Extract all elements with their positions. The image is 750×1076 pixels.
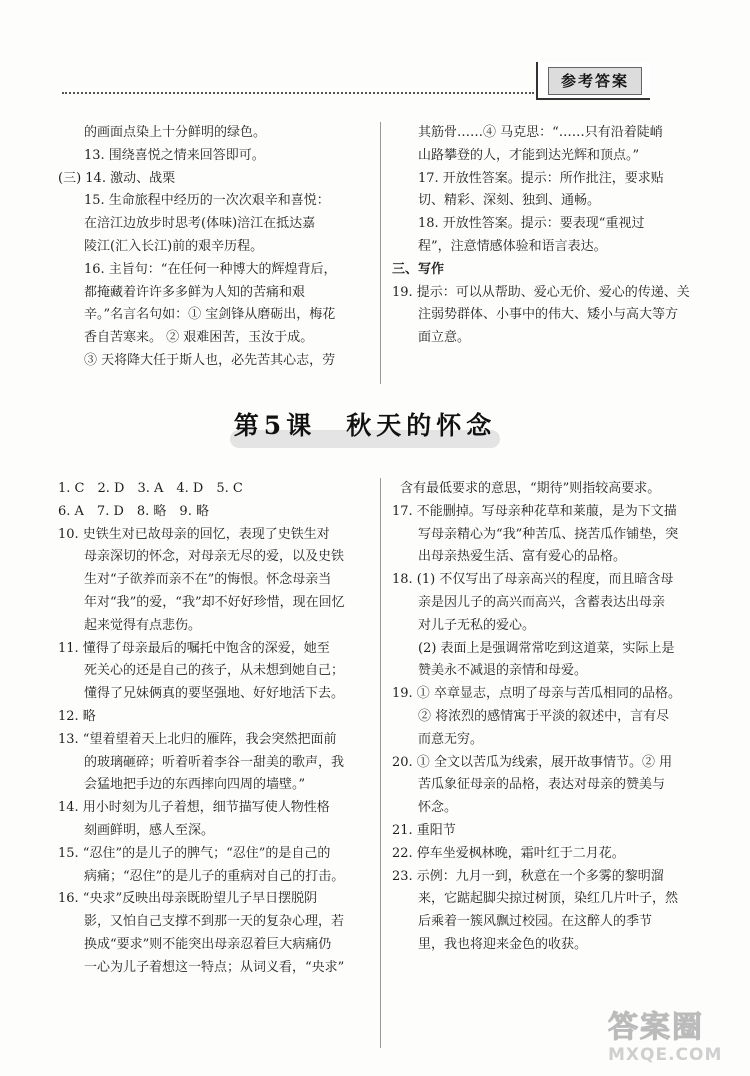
answer-line: 出母亲热爱生活、富有爱心的品格。 [418, 549, 627, 565]
answer-line: 13. “望着望着天上北归的雁阵，我会突然把面前 [58, 731, 337, 747]
answer-line: 里，我也将迎来金色的收获。 [418, 936, 588, 952]
answer-line: 19. ① 卒章显志，点明了母亲与苦瓜相同的品格。 [392, 686, 681, 702]
answer-line: 切、精彩、深刻、独到、通畅。 [418, 193, 601, 209]
answer-line: 都掩藏着许许多多鲜为人知的苦痛和艰 [84, 284, 306, 300]
bottom-right-column [392, 478, 692, 957]
answer-line: (2) 表面上是强调常常吃到这道菜，实际上是 [418, 640, 675, 656]
answer-line: 病痛；“忍住”的是儿子的重病对自己的打击。 [84, 868, 345, 884]
answer-line: 赞美永不减退的亲情和母爱。 [418, 663, 588, 679]
answer-line: 15. 生命旅程中经历的一次次艰辛和喜悦： [84, 193, 330, 209]
answer-line: 的玻璃砸碎；听着听着李谷一甜美的歌声，我 [84, 754, 345, 770]
answer-line: 其筋骨……④ 马克思：“……只有沿着陡峭 [418, 125, 663, 140]
answer-line: 14. 用小时刻为儿子着想，细节描写使人物性格 [58, 800, 330, 816]
answer-line: 死关心的还是自己的孩子，从未想到她自己； [84, 663, 345, 679]
answer-line: 面立意。 [418, 330, 471, 346]
header-answer-label: 参考答案 [548, 67, 642, 95]
answer-line: 13. 围绕喜悦之情来回答即可。 [84, 147, 265, 163]
answer-line: 18. (1) 不仅写出了母亲高兴的程度，而且暗含母 [392, 572, 674, 588]
answer-line: 换成“要求”则不能突出母亲忍着巨大病痛仍 [84, 936, 332, 952]
answer-line: 香自苦寒来。 ② 艰难困苦，玉汝于成。 [84, 330, 314, 346]
answer-line: 16. “央求”反映出母亲既盼望儿子早日摆脱阴 [58, 891, 318, 907]
answer-line: 起来觉得有点悲伤。 [84, 617, 202, 633]
answer-line: 刻画鲜明，感人至深。 [84, 822, 215, 838]
answer-line: 21. 重阳节 [392, 822, 456, 838]
answer-line: 苦瓜象征母亲的品格，表达对母亲的赞美与 [418, 777, 666, 793]
answer-line: 生对“子欲养而亲不在”的悔恨。怀念母亲当 [84, 572, 332, 588]
column-divider-top [380, 122, 381, 384]
column-divider-bottom [380, 478, 381, 1048]
answer-line: 陵江(汇入长江)前的艰辛历程。 [84, 238, 264, 254]
answer-line: 含有最低要求的意思，“期待”则指较高要求。 [400, 481, 661, 496]
lesson-title-banner [230, 400, 500, 454]
section-heading-writing: 三、写作 [392, 261, 445, 277]
answer-line: 后乘着一簇风飘过校园。在这醉人的季节 [418, 914, 653, 930]
answer-line: 年对“我”的爱，“我”却不好好珍惜，现在回忆 [84, 594, 345, 610]
answer-line: 17. 不能删掉。写母亲种花草和莱菔，是为下文描 [392, 503, 677, 519]
answer-line: 一心为儿子着想这一特点；从词义看，“央求” [84, 959, 345, 975]
answer-line: 注弱势群体、小事中的伟大、矮小与高大等方 [418, 307, 679, 323]
answer-line: 程”，注意情感体验和语言表达。 [418, 238, 607, 254]
bottom-left-column [58, 478, 358, 980]
answer-line: 写母亲精心为“我”种苦瓜、挠苦瓜作铺垫，突 [418, 526, 679, 542]
answer-line: 1. C 2. D 3. A 4. D 5. C [58, 481, 243, 496]
answer-line: 影，又怕自己支撑不到那一天的复杂心理，若 [84, 914, 345, 930]
watermark-logo-text: 答案圈 [608, 1010, 704, 1045]
answer-line: 17. 开放性答案。提示：所作批注，要求贴 [418, 170, 664, 186]
answer-line: ② 将浓烈的感情寓于平淡的叙述中，言有尽 [418, 708, 670, 724]
answer-line: 10. 史铁生对已故母亲的回忆，表现了史铁生对 [58, 526, 330, 542]
answer-line: 12. 略 [58, 708, 96, 724]
answer-line: 在涪江边放步时思考(体味)涪江在抵达嘉 [84, 216, 316, 232]
site-watermark [608, 1012, 738, 1074]
answer-line: 会猛地把手边的东西摔向四周的墙壁。” [84, 777, 306, 793]
answer-line: 对儿子无私的爱心。 [418, 617, 536, 633]
answer-line: 11. 懂得了母亲最后的嘱托中饱含的深爱，她至 [58, 640, 330, 656]
answer-line: 19. 提示：可以从帮助、爱心无价、爱心的传递、关 [392, 284, 690, 300]
header-dotted-rule [62, 92, 534, 94]
answer-line: 母亲深切的怀念，对母亲无尽的爱，以及史铁 [84, 549, 345, 565]
answer-line: 16. 主旨句：“在任何一种博大的辉煌背后， [84, 261, 337, 277]
answer-line: 20. ① 全文以苦瓜为线索，展开故事情节。② 用 [392, 754, 673, 770]
answer-line: 23. 示例：九月一到，秋意在一个多雾的黎明溜 [392, 868, 664, 884]
answer-line: 而意无穷。 [418, 731, 484, 747]
answer-line: 懂得了兄妹俩真的要坚强地、好好地活下去。 [84, 686, 345, 702]
answer-line: 亲是因儿子的高兴而高兴，含蓄表达出母亲 [418, 594, 666, 610]
answer-line: ③ 天将降大任于斯人也，必先苦其心志，劳 [84, 352, 336, 368]
answer-line: 22. 停车坐爱枫林晚，霜叶红于二月花。 [392, 845, 625, 861]
lesson-title: 第5课 秋天的怀念 [233, 411, 497, 440]
top-right-column [392, 122, 692, 350]
answer-line: 辛。”名言名句如：① 宝剑锋从磨砺出，梅花 [84, 307, 336, 323]
answer-line: (三) 14. 激动、战栗 [58, 170, 176, 186]
answer-line: 的画面点染上十分鲜明的绿色。 [84, 125, 267, 140]
answer-line: 来，它踮起脚尖掠过树顶，染红几片叶子，然 [418, 891, 679, 907]
answer-line: 15. “忍住”的是儿子的脾气；“忍住”的是自己的 [58, 845, 331, 861]
answer-line: 18. 开放性答案。提示：要表现“重视过 [418, 216, 645, 232]
answer-line: 怀念。 [418, 800, 458, 816]
answer-line: 6. A 7. D 8. 略 9. 略 [58, 503, 209, 519]
answer-line: 山路攀登的人，才能到达光辉和顶点。” [418, 147, 640, 163]
top-left-column [58, 122, 358, 373]
watermark-domain: MXQE.COM [608, 1045, 723, 1065]
